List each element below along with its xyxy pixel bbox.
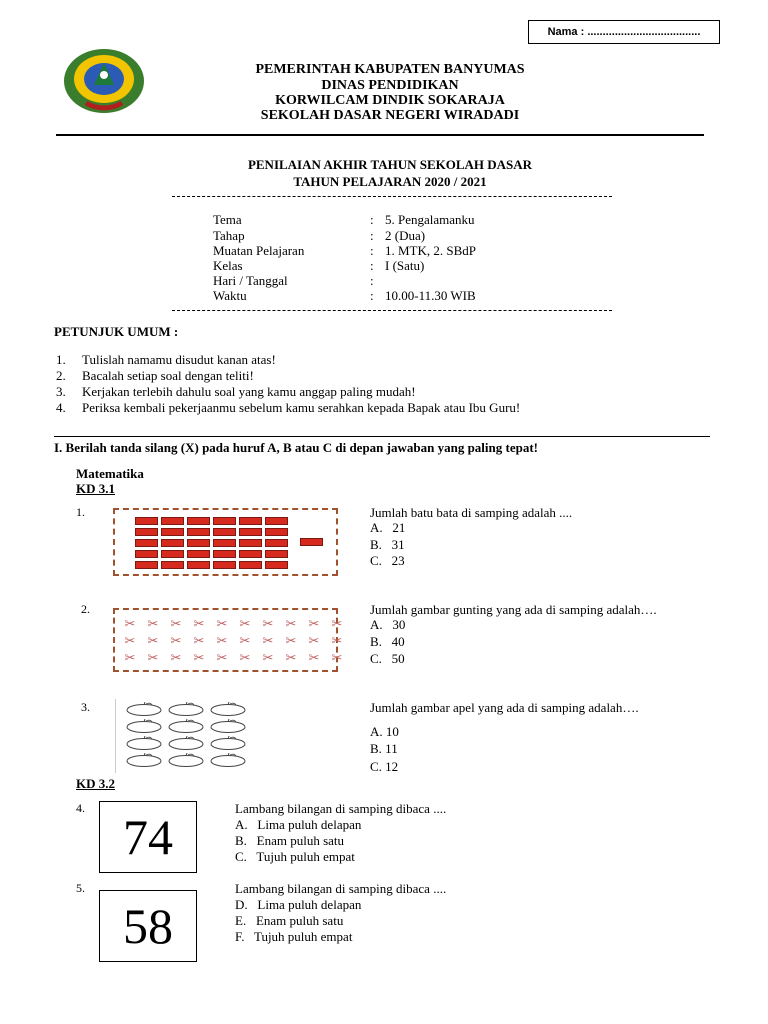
question-text: Jumlah gambar gunting yang ada di samping adalah….: [370, 602, 657, 617]
info-label: Tahap: [213, 228, 245, 243]
section-divider: [54, 436, 710, 437]
name-field[interactable]: Nama : .....................................: [528, 20, 720, 44]
scissors-icon: ✂: [216, 650, 228, 665]
petunjuk-item: Kerjakan terlebih dahulu soal yang kamu anggap paling mudah!: [82, 384, 416, 399]
scissors-icon: ✂: [170, 633, 182, 648]
brick-icon: [161, 539, 184, 547]
apple-icon: [209, 753, 247, 767]
subject-label: Matematika: [76, 466, 144, 481]
question-text: Lambang bilangan di samping dibaca ....: [235, 801, 447, 816]
brick-icon: [265, 550, 288, 558]
scissors-icon: ✂: [262, 650, 274, 665]
answer-option[interactable]: A. 30: [370, 617, 406, 632]
scissors-icon: ✂: [308, 650, 320, 665]
question-number: 4.: [76, 801, 85, 815]
apple-icon: [209, 719, 247, 733]
exam-title-1: PENILAIAN AKHIR TAHUN SEKOLAH DASAR: [247, 157, 533, 172]
answer-option[interactable]: E. Enam puluh satu: [235, 913, 344, 928]
question-number: 3.: [81, 700, 90, 714]
brick-icon: [161, 528, 184, 536]
brick-icon: [187, 561, 210, 569]
scissors-icon: ✂: [308, 633, 320, 648]
answer-option[interactable]: A. 21: [370, 520, 406, 535]
info-value: I (Satu): [385, 258, 425, 273]
scissors-icon: ✂: [124, 633, 136, 648]
question-number: 2.: [81, 602, 90, 616]
answer-option[interactable]: C. 12: [370, 759, 399, 774]
apple-picture: [115, 699, 256, 773]
scissors-icon: ✂: [239, 650, 251, 665]
brick-icon: [239, 550, 262, 558]
answer-option[interactable]: C. 23: [370, 553, 405, 568]
answer-option[interactable]: B. 11: [370, 741, 398, 756]
header-line-2: DINAS PENDIDIKAN: [321, 78, 459, 93]
scissors-icon: ✂: [124, 650, 136, 665]
brick-icon: [135, 561, 158, 569]
info-label: Muatan Pelajaran: [213, 243, 305, 258]
info-label: Kelas: [213, 258, 243, 273]
petunjuk-item: Bacalah setiap soal dengan teliti!: [82, 368, 254, 383]
scissors-icon: ✂: [262, 633, 274, 648]
header-line-3: KORWILCAM DINDIK SOKARAJA: [275, 93, 505, 108]
exam-title-2: TAHUN PELAJARAN 2020 / 2021: [293, 174, 487, 189]
scissors-icon: ✂: [193, 633, 205, 648]
answer-option[interactable]: B. 40: [370, 634, 405, 649]
apple-icon: [125, 753, 163, 767]
apple-icon: [209, 736, 247, 750]
info-value: 1. MTK, 2. SBdP: [385, 243, 477, 258]
number-box: 58: [99, 890, 197, 962]
answer-option[interactable]: B. 31: [370, 537, 405, 552]
brick-picture: [113, 508, 338, 576]
regency-logo: [60, 45, 148, 117]
apple-icon: [125, 702, 163, 716]
brick-icon: [265, 528, 288, 536]
scissors-icon: ✂: [147, 633, 159, 648]
answer-option[interactable]: C. 50: [370, 651, 405, 666]
brick-icon: [213, 517, 236, 525]
brick-icon: [187, 550, 210, 558]
scissors-icon: ✂: [216, 633, 228, 648]
scissors-icon: ✂: [262, 616, 274, 631]
info-label: Hari / Tanggal: [213, 273, 288, 288]
brick-icon: [213, 550, 236, 558]
scissors-icon: ✂: [216, 616, 228, 631]
brick-icon: [239, 517, 262, 525]
scissors-icon: ✂: [170, 650, 182, 665]
apple-icon: [167, 719, 205, 733]
brick-icon: [213, 528, 236, 536]
scissors-icon: ✂: [331, 633, 343, 648]
brick-icon: [300, 538, 323, 546]
question-number: 5.: [76, 881, 85, 895]
brick-icon: [135, 528, 158, 536]
scissors-icon: ✂: [331, 650, 343, 665]
scissors-picture: [113, 608, 343, 672]
brick-icon: [213, 539, 236, 547]
brick-icon: [161, 561, 184, 569]
petunjuk-item: Periksa kembali pekerjaanmu sebelum kamu serahkan kepada Bapak atau Ibu Guru!: [82, 400, 521, 415]
apple-icon: [125, 719, 163, 733]
header-divider: [56, 134, 704, 136]
brick-icon: [135, 517, 158, 525]
scissors-icon: ✂: [331, 616, 343, 631]
scissors-icon: ✂: [239, 616, 251, 631]
brick-icon: [161, 550, 184, 558]
dashed-divider-top: [172, 196, 612, 197]
brick-icon: [187, 539, 210, 547]
apple-icon: [167, 753, 205, 767]
scissors-icon: ✂: [193, 616, 205, 631]
petunjuk-item: Tulislah namamu disudut kanan atas!: [82, 352, 276, 367]
brick-icon: [213, 561, 236, 569]
info-label: Waktu: [213, 288, 247, 303]
answer-option[interactable]: A. Lima puluh delapan: [235, 817, 362, 832]
header-line-4: SEKOLAH DASAR NEGERI WIRADADI: [260, 108, 520, 123]
scissors-icon: ✂: [124, 616, 136, 631]
answer-option[interactable]: B. Enam puluh satu: [235, 833, 345, 848]
question-text: Jumlah gambar apel yang ada di samping adalah….: [370, 700, 639, 715]
scissors-icon: ✂: [285, 616, 297, 631]
scissors-icon: ✂: [147, 650, 159, 665]
info-label: Tema: [213, 212, 242, 227]
brick-icon: [135, 539, 158, 547]
brick-icon: [265, 517, 288, 525]
answer-option[interactable]: D. Lima puluh delapan: [235, 897, 362, 912]
question-number: 1.: [76, 505, 85, 519]
brick-icon: [265, 539, 288, 547]
scissors-icon: ✂: [193, 650, 205, 665]
answer-option[interactable]: C. Tujuh puluh empat: [235, 849, 355, 864]
answer-option[interactable]: F. Tujuh puluh empat: [235, 929, 353, 944]
info-value: 2 (Dua): [385, 228, 426, 243]
brick-icon: [265, 561, 288, 569]
dashed-divider-bottom: [172, 310, 612, 311]
question-text: Jumlah batu bata di samping adalah ....: [370, 505, 573, 520]
apple-icon: [167, 736, 205, 750]
kd-label: KD 3.1: [76, 481, 115, 496]
brick-icon: [187, 528, 210, 536]
scissors-icon: ✂: [308, 616, 320, 631]
brick-icon: [239, 539, 262, 547]
brick-icon: [187, 517, 210, 525]
info-value: 10.00-11.30 WIB: [385, 288, 476, 303]
kd-label: KD 3.2: [76, 776, 115, 791]
brick-icon: [239, 561, 262, 569]
question-text: Lambang bilangan di samping dibaca ....: [235, 881, 447, 896]
scissors-icon: ✂: [285, 650, 297, 665]
brick-icon: [161, 517, 184, 525]
apple-icon: [167, 702, 205, 716]
info-value: 5. Pengalamanku: [385, 212, 475, 227]
brick-icon: [135, 550, 158, 558]
apple-icon: [209, 702, 247, 716]
scissors-icon: ✂: [285, 633, 297, 648]
apple-icon: [125, 736, 163, 750]
scissors-icon: ✂: [170, 616, 182, 631]
section-title: I. Berilah tanda silang (X) pada huruf A, B atau C di depan jawaban yang paling tepat!: [54, 440, 538, 455]
number-box: 74: [99, 801, 197, 873]
answer-option[interactable]: A. 10: [370, 724, 399, 739]
brick-icon: [239, 528, 262, 536]
header-line-1: PEMERINTAH KABUPATEN BANYUMAS: [255, 62, 525, 77]
scissors-icon: ✂: [147, 616, 159, 631]
petunjuk-title: PETUNJUK UMUM :: [54, 324, 179, 339]
scissors-icon: ✂: [239, 633, 251, 648]
